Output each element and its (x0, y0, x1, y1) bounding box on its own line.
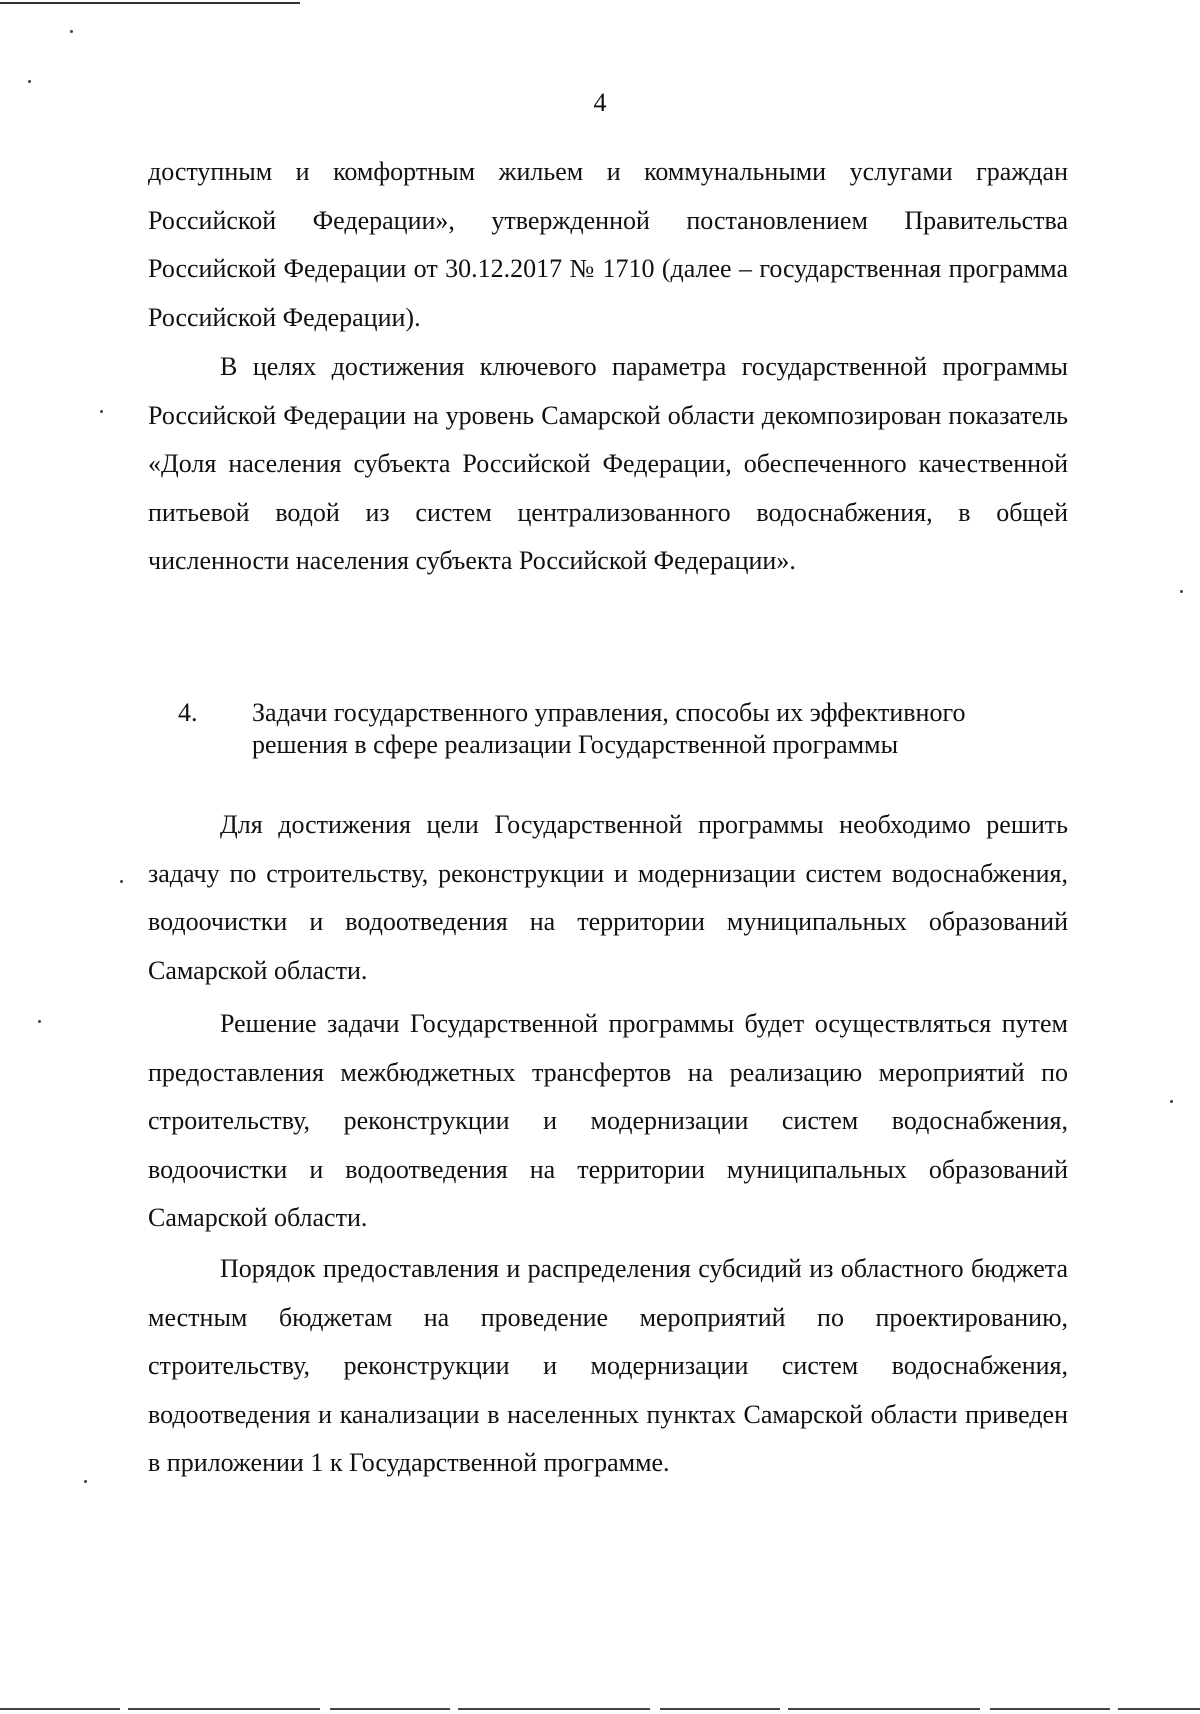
scan-speck (28, 80, 31, 83)
scan-speck (100, 410, 103, 413)
section-title: Задачи государственного управления, способы их эффективного решения в сфере реализации Государственной программы (252, 698, 966, 759)
page-number: 4 (593, 88, 607, 117)
scan-bottom-rule (0, 1708, 1200, 1710)
scan-speck (70, 30, 73, 33)
scan-top-rule (0, 2, 300, 4)
scan-speck (38, 1020, 41, 1023)
paragraph-solution: Решение задачи Государственной программы будет осуществляться путем предоставления межбюджетных трансфертов на реализацию мероприятий по строительству, реконструкции и модернизации систем водоснабжения, водоочистки и водоотведения на территории муниципальных образований Самарской области. (148, 1009, 1068, 1232)
paragraph-subsidies: Порядок предоставления и распределения субсидий из областного бюджета местным бюджетам на проведение мероприятий по проектированию, строительству, реконструкции и модернизации систем водоснабжения, водоотведения и канализации в населенных пунктах Самарской области приведен в приложении 1 к Государственной программе. (148, 1254, 1068, 1477)
scan-speck (84, 1480, 87, 1483)
paragraph-indicator: В целях достижения ключевого параметра государственной программы Российской Федерации на уровень Самарской области декомпозирован показатель «Доля населения субъекта Российской Федерации, обеспеченного качественной питьевой водой из систем централизованного водоснабжения, в общей численности населения субъекта Российской Федерации». (148, 352, 1068, 575)
paragraph-continuation: доступным и комфортным жильем и коммунальными услугами граждан Российской Федерации», утвержденной постановлением Правительства Российской Федерации от 30.12.2017 № 1710 (далее – государственная программа Российской Федерации). (148, 157, 1068, 332)
scan-speck (1170, 1100, 1173, 1103)
scan-speck (120, 880, 123, 883)
scan-speck (1180, 590, 1183, 593)
paragraph-goal: Для достижения цели Государственной программы необходимо решить задачу по строительству, реконструкции и модернизации систем водоснабжения, водоочистки и водоотведения на территории муниципальных образований Самарской области. (148, 810, 1068, 985)
section-number: 4. (178, 698, 198, 727)
